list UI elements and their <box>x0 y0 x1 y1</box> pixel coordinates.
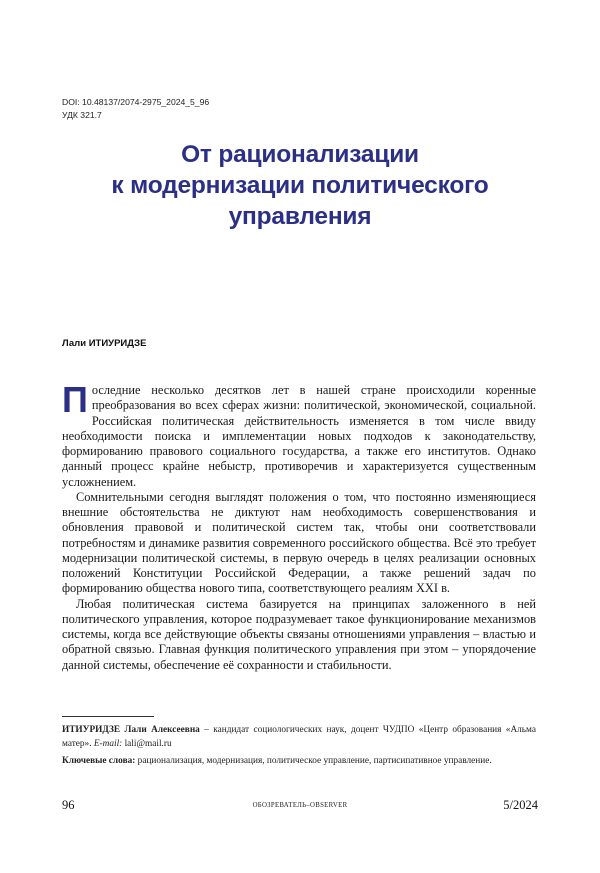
udk-code: УДК 321.7 <box>62 109 102 120</box>
paragraph-2: Сомнительными сегодня выглядят положения о том, что постоянно изменяющиеся внешние обстоятельства не диктуют нам необходимость совершенствования и обновления правовой и политической систем так, чтобы они соответствовали потребностям и динамике развития современного российского общества. Всё это требует модернизации политической системы, в первую очередь в целях реализации основных положений Конституции Российской Федерации, а также решений задач по формированию общества нового типа, соответствующего реалиям XXI в. <box>62 489 536 596</box>
footnote-divider <box>62 716 154 717</box>
keywords-text: рационализация, модернизация, политическое управление, партисипативное управление. <box>135 756 492 766</box>
doi[interactable]: DOI: 10.48137/2074-2975_2024_5_96 <box>62 97 210 107</box>
author-name: Лали ИТИУРИДЗЕ <box>62 338 147 349</box>
article-body <box>62 379 536 673</box>
title-line-3: управления <box>228 203 372 230</box>
drop-cap: П <box>62 379 88 420</box>
issue-number: 5/2024 <box>503 798 538 812</box>
title-line-2: к модернизации политического <box>111 172 489 199</box>
page-number: 96 <box>62 798 75 812</box>
article-title <box>40 139 560 232</box>
keywords-label: Ключевые слова: <box>62 756 136 766</box>
page-footer <box>62 798 538 814</box>
article-meta <box>62 96 209 121</box>
journal-name: ОБОЗРЕВАТЕЛЬ–OBSERVER <box>252 802 348 809</box>
paragraph-1-text: оследние несколько десятков лет в нашей стране происходили коренные преобразования во всех сферах жизни: политической, экономической, социальной. Российская политическая действительность изменяется в том числе ввиду необходимости поиска и имплементации новых подходов к законодательству, формированию правового социального государства, а также его институтов. Однако данный процесс крайне небыстр, противоречив и характеризуется существенным усложнением. <box>62 383 536 489</box>
paragraph-1 <box>62 379 536 490</box>
keywords <box>62 754 536 768</box>
email-label: E-mail: <box>93 739 123 749</box>
author-email[interactable]: lali@mail.ru <box>122 739 172 749</box>
title-line-1: От рационализации <box>181 141 419 168</box>
author-full-name: ИТИУРИДЗЕ Лали Алексеевна <box>62 725 200 735</box>
paragraph-3: Любая политическая система базируется на принципах заложенного в ней политического управления, которое подразумевает такое функционирование механизмов системы, когда все действующие объекты связаны отношениями управления – властью и обратной связью. Главная функция политического управления при этом – упорядочение данной системы, обеспечение её сохранности и стабильности. <box>62 596 536 672</box>
author-credentials: – кандидат социологических наук, доцент ЧУДПО «Центр образования «Альма матер». <box>62 725 536 749</box>
author-info <box>62 723 536 751</box>
